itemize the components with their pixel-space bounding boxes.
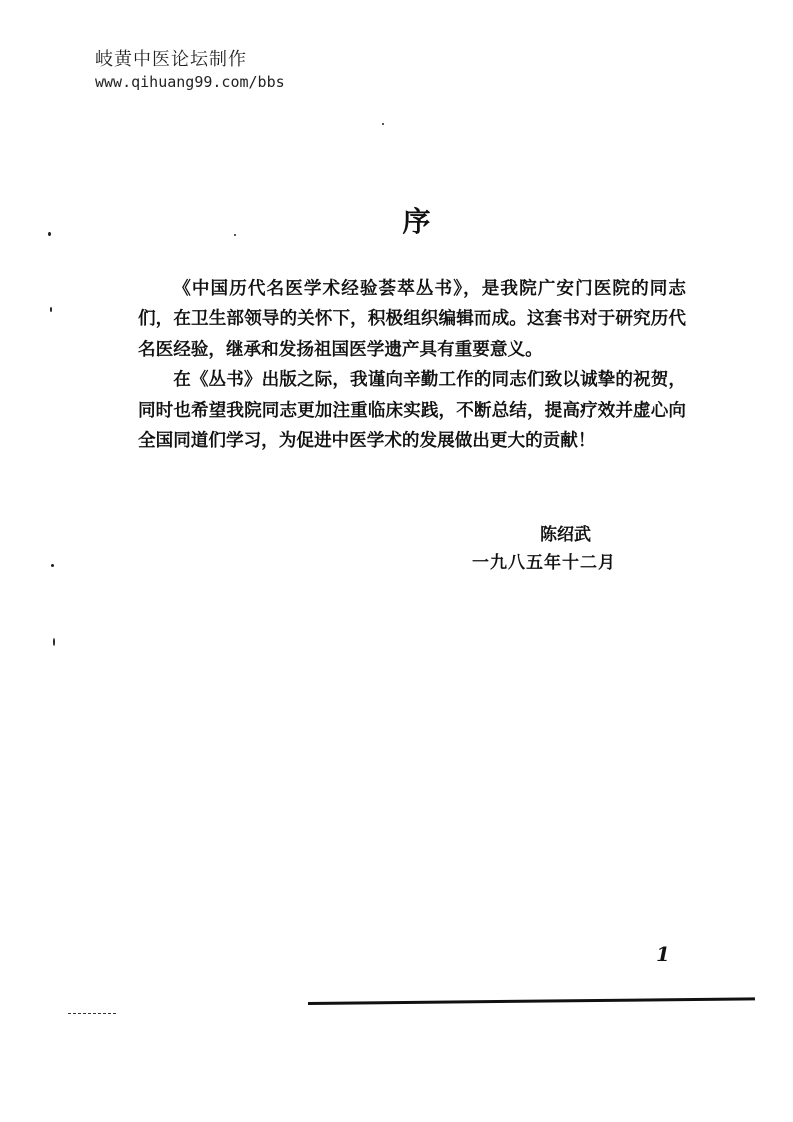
preface-paragraph-1: 《中国历代名医学术经验荟萃丛书》，是我院广安门医院的同志们，在卫生部领导的关怀下，积极组织编辑而成。这套书对于研究历代名医经验，继承和发扬祖国医学遗产具有重要意义。 <box>138 278 686 360</box>
page-number: 1 <box>656 942 670 966</box>
scan-speck <box>48 232 51 236</box>
preface-paragraph-2: 在《丛书》出版之际，我谨向辛勤工作的同志们致以诚挚的祝贺，同时也希望我院同志更加注重临床实践，不断总结，提高疗效并虚心向全国同道们学习，为促进中医学术的发展做出更大的贡献！ <box>138 369 686 452</box>
page-title: 序 <box>402 205 431 238</box>
signature-date: 一九八五年十二月 <box>472 553 616 573</box>
watermark <box>95 48 285 92</box>
watermark-url: www.qihuang99.com/bbs <box>95 73 285 91</box>
preface-body <box>138 274 686 456</box>
signature-name: 陈绍武 <box>540 525 591 545</box>
scan-speck <box>50 307 52 312</box>
bottom-left-dash <box>68 1013 116 1014</box>
scan-speck <box>51 564 54 567</box>
watermark-site-name: 岐黄中医论坛制作 <box>95 49 247 70</box>
scan-speck <box>234 234 236 236</box>
scan-speck <box>382 123 384 125</box>
bottom-rule <box>308 997 755 1005</box>
scan-speck <box>53 638 55 646</box>
